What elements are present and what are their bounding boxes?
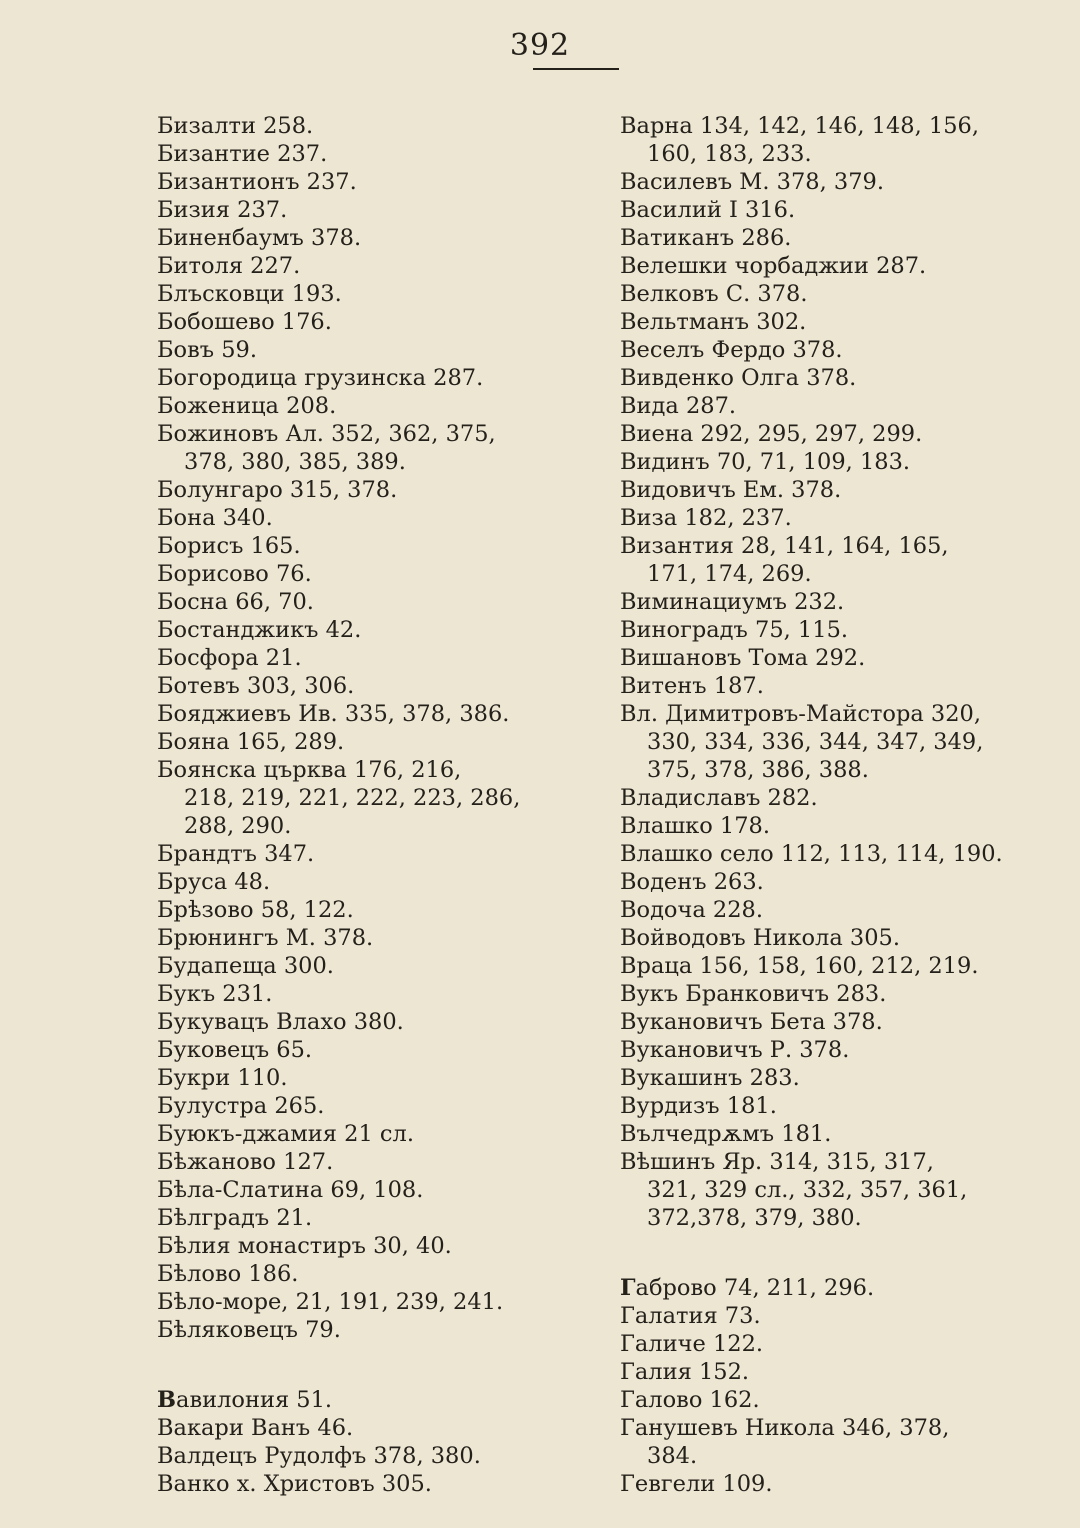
entry-text: Василий I 316. xyxy=(620,197,796,223)
index-entry xyxy=(157,560,557,588)
entry-line xyxy=(157,1037,312,1063)
entry-line xyxy=(157,1317,341,1343)
entry-text: Ганушевъ Никола 346, 378, xyxy=(620,1415,950,1441)
entry-text: Галиче 122. xyxy=(620,1331,764,1357)
entry-continuation: 288, 290. xyxy=(184,813,292,839)
entry-line xyxy=(157,757,461,783)
entry-line xyxy=(620,1093,777,1119)
entry-text: Велковъ С. 378. xyxy=(620,281,808,307)
entry-line xyxy=(157,897,354,923)
index-entry xyxy=(157,1148,557,1176)
entry-line xyxy=(157,701,509,727)
index-column-right xyxy=(620,112,1020,1498)
index-entry xyxy=(157,700,557,728)
entry-line xyxy=(157,589,314,615)
index-entry xyxy=(620,868,1020,896)
entry-text: Боженица 208. xyxy=(157,393,337,419)
entry-text: Биненбаумъ 378. xyxy=(157,225,362,251)
entry-text: Воденъ 263. xyxy=(620,869,764,895)
index-entry xyxy=(157,168,557,196)
entry-text: Виза 182, 237. xyxy=(620,505,792,531)
index-entry xyxy=(157,224,557,252)
entry-text: Галатия 73. xyxy=(620,1303,761,1329)
entry-line xyxy=(620,785,818,811)
entry-text: Букъ 231. xyxy=(157,981,273,1007)
entry-line xyxy=(620,869,764,895)
entry-line xyxy=(620,197,795,223)
entry-text: Борисъ 165. xyxy=(157,533,301,559)
index-entry xyxy=(157,1386,557,1414)
entry-text: Вивденко Олга 378. xyxy=(620,365,857,391)
entry-text: Вукашинъ 283. xyxy=(620,1065,800,1091)
index-entry xyxy=(157,476,557,504)
index-entry xyxy=(620,336,1020,364)
entry-line xyxy=(620,1037,849,1063)
entry-line xyxy=(157,841,314,867)
entry-line xyxy=(620,505,792,531)
entry-line xyxy=(157,253,300,279)
entry-text: Враца 156, 158, 160, 212, 219. xyxy=(620,953,979,979)
entry-line xyxy=(620,477,841,503)
index-entry xyxy=(157,1064,557,1092)
entry-line xyxy=(620,281,808,307)
entry-line xyxy=(157,1415,353,1441)
entry-line xyxy=(157,561,312,587)
entry-line xyxy=(157,953,334,979)
entry-line xyxy=(620,449,910,475)
index-entry xyxy=(157,1260,557,1288)
index-entry xyxy=(620,700,1020,784)
entry-text: Брюнингъ М. 378. xyxy=(157,925,374,951)
entry-text: Брандтъ 347. xyxy=(157,841,315,867)
entry-text: Бѣлия монастиръ 30, 40. xyxy=(157,1233,452,1259)
index-entry xyxy=(620,588,1020,616)
index-entry xyxy=(157,924,557,952)
entry-line xyxy=(620,701,981,727)
entry-line xyxy=(157,1261,298,1287)
index-entry xyxy=(620,784,1020,812)
entry-text: Бѣло-море, 21, 191, 239, 241. xyxy=(157,1289,504,1315)
index-entry xyxy=(157,728,557,756)
entry-text: Ватиканъ 286. xyxy=(620,225,792,251)
index-entry xyxy=(157,364,557,392)
entry-text: Бостанджикъ 42. xyxy=(157,617,362,643)
entry-text: Боянска църква 176, 216, xyxy=(157,757,462,783)
entry-text: Букувацъ Влахо 380. xyxy=(157,1009,404,1035)
index-entry xyxy=(157,420,557,476)
index-entry xyxy=(620,448,1020,476)
index-entry xyxy=(157,1092,557,1120)
entry-text: Божиновъ Ал. 352, 362, 375, xyxy=(157,421,496,447)
index-entry xyxy=(620,1274,1020,1302)
index-entry xyxy=(157,1036,557,1064)
index-entry xyxy=(620,1470,1020,1498)
entry-line xyxy=(620,1121,831,1147)
entry-text: Вѣшинъ Яр. 314, 315, 317, xyxy=(620,1149,934,1175)
entry-line xyxy=(620,1009,883,1035)
entry-text: Войводовъ Никола 305. xyxy=(620,925,901,951)
entry-line xyxy=(620,1331,763,1357)
entry-line xyxy=(157,281,342,307)
entry-line xyxy=(620,1387,760,1413)
entry-line xyxy=(157,197,287,223)
index-entry xyxy=(620,1120,1020,1148)
entry-text: аброво 74, 211, 296. xyxy=(635,1275,875,1301)
index-entry xyxy=(157,588,557,616)
entry-text: Вакари Ванъ 46. xyxy=(157,1415,354,1441)
entry-line xyxy=(157,477,397,503)
entry-text: Веселъ Фердо 378. xyxy=(620,337,843,363)
index-entry xyxy=(157,1288,557,1316)
entry-continuation: 378, 380, 385, 389. xyxy=(184,449,406,475)
entry-text: Будапеща 300. xyxy=(157,953,334,979)
entry-line xyxy=(620,617,848,643)
page-number: 392 xyxy=(509,28,571,63)
entry-line xyxy=(157,337,257,363)
index-entry xyxy=(620,1148,1020,1232)
index-entry xyxy=(157,672,557,700)
entry-continuation: 160, 183, 233. xyxy=(647,141,812,167)
entry-line xyxy=(157,533,301,559)
entry-line xyxy=(157,113,313,139)
index-entry xyxy=(157,336,557,364)
index-entry xyxy=(157,1176,557,1204)
entry-line xyxy=(620,393,736,419)
index-entry xyxy=(620,812,1020,840)
entry-line xyxy=(620,673,764,699)
index-entry xyxy=(157,1470,557,1498)
entry-line xyxy=(620,1415,949,1441)
entry-line xyxy=(157,1093,324,1119)
entry-text: Богородица грузинска 287. xyxy=(157,365,484,391)
entry-line xyxy=(157,1233,452,1259)
entry-text: Бизалти 258. xyxy=(157,113,314,139)
page-number-underline xyxy=(533,68,619,70)
entry-text: Босфора 21. xyxy=(157,645,302,671)
index-entry xyxy=(620,168,1020,196)
entry-text: Борисово 76. xyxy=(157,561,312,587)
entry-text: Бѣлово 186. xyxy=(157,1261,299,1287)
entry-line xyxy=(157,673,354,699)
index-entry xyxy=(620,1008,1020,1036)
entry-text: Ботевъ 303, 306. xyxy=(157,673,355,699)
entry-line xyxy=(157,1471,432,1497)
entry-text: Галово 162. xyxy=(620,1387,760,1413)
entry-text: Бруса 48. xyxy=(157,869,271,895)
entry-line xyxy=(620,309,806,335)
index-entry xyxy=(157,1204,557,1232)
index-column-left xyxy=(157,112,557,1498)
entry-line xyxy=(620,897,763,923)
entry-text: Бояджиевъ Ив. 335, 378, 386. xyxy=(157,701,510,727)
entry-line xyxy=(157,1177,423,1203)
index-entry xyxy=(620,672,1020,700)
index-entry xyxy=(157,756,557,840)
index-entry xyxy=(620,308,1020,336)
index-entry xyxy=(620,1386,1020,1414)
index-entry xyxy=(620,252,1020,280)
index-entry xyxy=(620,840,1020,868)
index-entry xyxy=(157,392,557,420)
index-entry xyxy=(620,280,1020,308)
index-entry xyxy=(157,1442,557,1470)
index-entry xyxy=(620,420,1020,448)
entry-line xyxy=(157,1443,481,1469)
entry-text: Блъсковци 193. xyxy=(157,281,342,307)
entry-text: Влашко село 112, 113, 114, 190. xyxy=(620,841,1003,867)
entry-line xyxy=(157,141,327,167)
entry-text: Бизия 237. xyxy=(157,197,288,223)
entry-text: Буюкъ-джамия 21 сл. xyxy=(157,1121,414,1147)
index-entry xyxy=(157,252,557,280)
entry-line xyxy=(157,225,361,251)
index-entry xyxy=(620,364,1020,392)
entry-text: Византия 28, 141, 164, 165, xyxy=(620,533,949,559)
entry-text: Брѣзово 58, 122. xyxy=(157,897,354,923)
entry-line xyxy=(620,337,843,363)
entry-text: Водоча 228. xyxy=(620,897,764,923)
entry-line xyxy=(157,1205,312,1231)
index-entry xyxy=(620,532,1020,588)
entry-text: Вурдизъ 181. xyxy=(620,1093,777,1119)
entry-line xyxy=(620,589,844,615)
entry-text: Босна 66, 70. xyxy=(157,589,314,615)
entry-line xyxy=(157,1009,404,1035)
entry-line xyxy=(620,421,922,447)
entry-text: Бовъ 59. xyxy=(157,337,257,363)
index-entry xyxy=(157,1414,557,1442)
entry-line xyxy=(620,645,865,671)
index-entry xyxy=(620,980,1020,1008)
index-entry xyxy=(157,896,557,924)
entry-text: Бояна 165, 289. xyxy=(157,729,345,755)
entry-text: Болунгаро 315, 378. xyxy=(157,477,398,503)
index-entry xyxy=(157,868,557,896)
entry-line xyxy=(620,925,900,951)
index-entry xyxy=(620,1036,1020,1064)
entry-continuation: 218, 219, 221, 222, 223, 286, xyxy=(184,785,521,811)
entry-line xyxy=(157,1121,414,1147)
index-entry xyxy=(157,952,557,980)
index-entry xyxy=(620,924,1020,952)
index-entry xyxy=(157,308,557,336)
index-entry xyxy=(620,952,1020,980)
entry-text: Гевгели 109. xyxy=(620,1471,773,1497)
entry-text: Вълчедрѫмъ 181. xyxy=(620,1121,832,1147)
index-entry xyxy=(620,1414,1020,1470)
entry-text: Валдецъ Рудолфъ 378, 380. xyxy=(157,1443,481,1469)
entry-text: Виена 292, 295, 297, 299. xyxy=(620,421,923,447)
entry-continuation: 171, 174, 269. xyxy=(647,561,812,587)
index-entry xyxy=(620,1302,1020,1330)
entry-line xyxy=(157,645,302,671)
index-entry xyxy=(157,280,557,308)
entry-line xyxy=(620,813,770,839)
entry-text: Велешки чорбаджии 287. xyxy=(620,253,927,279)
entry-line xyxy=(620,1359,749,1385)
entry-line xyxy=(620,113,979,139)
entry-text: Ванко х. Христовъ 305. xyxy=(157,1471,432,1497)
index-entry xyxy=(620,1330,1020,1358)
section-initial: Г xyxy=(620,1275,636,1301)
entry-line xyxy=(157,309,332,335)
entry-line xyxy=(157,505,273,531)
entry-text: Галия 152. xyxy=(620,1359,750,1385)
entry-continuation: 372,378, 379, 380. xyxy=(647,1205,862,1231)
index-entry xyxy=(620,616,1020,644)
index-entry xyxy=(620,196,1020,224)
entry-continuation: 330, 334, 336, 344, 347, 349, xyxy=(647,729,984,755)
entry-line xyxy=(157,1387,332,1413)
entry-line xyxy=(620,1471,773,1497)
index-entry xyxy=(620,1358,1020,1386)
entry-line xyxy=(620,841,1003,867)
index-entry xyxy=(620,392,1020,420)
entry-line xyxy=(157,925,373,951)
index-entry xyxy=(157,840,557,868)
index-entry xyxy=(157,532,557,560)
entry-text: Бѣлградъ 21. xyxy=(157,1205,313,1231)
entry-line xyxy=(620,533,949,559)
index-entry xyxy=(620,1092,1020,1120)
entry-text: Бизантие 237. xyxy=(157,141,328,167)
entry-text: Витенъ 187. xyxy=(620,673,764,699)
entry-line xyxy=(157,617,361,643)
entry-continuation: 375, 378, 386, 388. xyxy=(647,757,869,783)
entry-line xyxy=(620,169,884,195)
index-entry xyxy=(620,504,1020,532)
entry-text: Бѣляковецъ 79. xyxy=(157,1317,341,1343)
index-entry xyxy=(157,644,557,672)
entry-text: Бѣжаново 127. xyxy=(157,1149,334,1175)
entry-text: Вукановичъ Бета 378. xyxy=(620,1009,883,1035)
entry-line xyxy=(157,393,336,419)
entry-line xyxy=(157,1289,503,1315)
index-entry xyxy=(157,1008,557,1036)
entry-text: авилония 51. xyxy=(176,1387,333,1413)
entry-text: Василевъ М. 378, 379. xyxy=(620,169,884,195)
entry-line xyxy=(620,1303,761,1329)
entry-line xyxy=(620,253,926,279)
index-entry xyxy=(620,1064,1020,1092)
entry-line xyxy=(620,1065,800,1091)
entry-text: Влашко 178. xyxy=(620,813,771,839)
index-entry xyxy=(157,616,557,644)
index-entry xyxy=(157,980,557,1008)
entry-line xyxy=(157,421,496,447)
entry-line xyxy=(620,981,886,1007)
entry-text: Бѣла-Слатина 69, 108. xyxy=(157,1177,424,1203)
entry-text: Видинъ 70, 71, 109, 183. xyxy=(620,449,911,475)
entry-text: Владиславъ 282. xyxy=(620,785,818,811)
entry-line xyxy=(157,869,270,895)
entry-line xyxy=(620,1149,934,1175)
index-entry xyxy=(620,112,1020,168)
entry-text: Буковецъ 65. xyxy=(157,1037,313,1063)
entry-text: Вл. Димитровъ-Майстора 320, xyxy=(620,701,982,727)
index-entry xyxy=(620,224,1020,252)
index-entry xyxy=(620,896,1020,924)
index-entry xyxy=(157,1232,557,1260)
entry-line xyxy=(157,365,483,391)
entry-line xyxy=(620,225,791,251)
entry-line xyxy=(157,1065,288,1091)
entry-line xyxy=(620,953,978,979)
entry-text: Вукановичъ Р. 378. xyxy=(620,1037,850,1063)
entry-text: Варна 134, 142, 146, 148, 156, xyxy=(620,113,980,139)
section-initial: В xyxy=(157,1387,177,1413)
index-entry xyxy=(157,1316,557,1344)
entry-text: Вида 287. xyxy=(620,393,737,419)
index-entry xyxy=(157,112,557,140)
entry-text: Виминациумъ 232. xyxy=(620,589,845,615)
entry-text: Битоля 227. xyxy=(157,253,301,279)
entry-text: Бизантионъ 237. xyxy=(157,169,357,195)
entry-text: Бона 340. xyxy=(157,505,273,531)
entry-line xyxy=(620,1275,874,1301)
entry-line xyxy=(157,1149,333,1175)
entry-text: Вельтманъ 302. xyxy=(620,309,807,335)
entry-line xyxy=(157,981,272,1007)
index-entry xyxy=(157,196,557,224)
index-entry xyxy=(620,644,1020,672)
entry-continuation: 384. xyxy=(647,1443,698,1469)
entry-line xyxy=(157,169,357,195)
entry-text: Бобошево 176. xyxy=(157,309,332,335)
entry-text: Виноградъ 75, 115. xyxy=(620,617,849,643)
entry-text: Букри 110. xyxy=(157,1065,288,1091)
entry-text: Вишановъ Тома 292. xyxy=(620,645,866,671)
entry-text: Вукъ Бранковичъ 283. xyxy=(620,981,887,1007)
entry-continuation: 321, 329 сл., 332, 357, 361, xyxy=(647,1177,968,1203)
index-entry xyxy=(157,1120,557,1148)
entry-text: Булустра 265. xyxy=(157,1093,325,1119)
entry-line xyxy=(157,729,344,755)
index-entry xyxy=(157,140,557,168)
entry-line xyxy=(620,365,856,391)
index-entry xyxy=(157,504,557,532)
entry-text: Видовичъ Ем. 378. xyxy=(620,477,842,503)
index-entry xyxy=(620,476,1020,504)
